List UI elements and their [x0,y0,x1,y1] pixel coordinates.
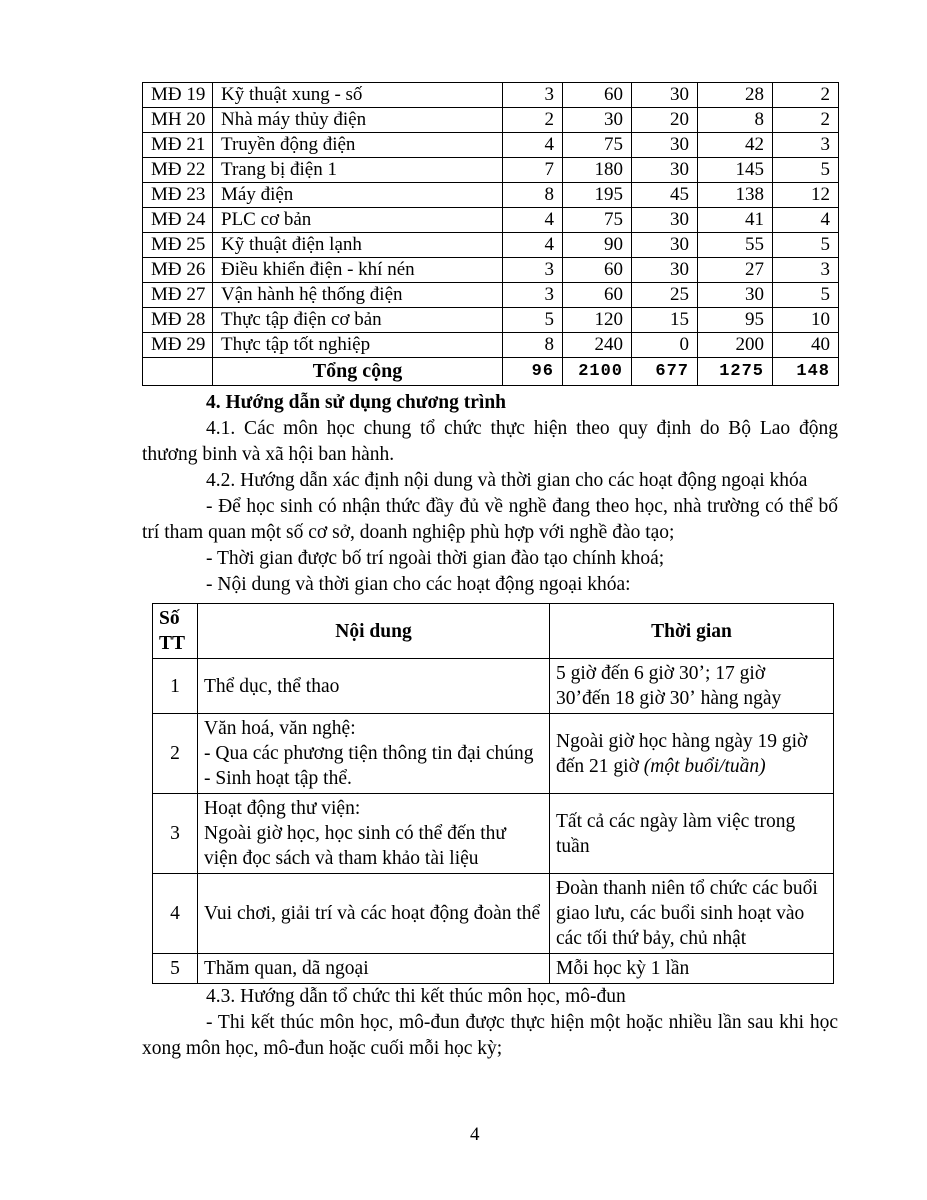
total-test: 148 [773,358,839,386]
course-theory-hours: 30 [632,258,698,283]
course-credits: 5 [503,308,563,333]
course-practice-hours: 41 [698,208,773,233]
header-stt [153,604,198,659]
activity-time [550,659,834,714]
course-code: MĐ 19 [143,83,213,108]
course-row [143,158,839,183]
course-test-hours: 5 [773,158,839,183]
activity-time [550,714,834,794]
course-name: Trang bị điện 1 [213,158,503,183]
course-row [143,258,839,283]
course-name: PLC cơ bản [213,208,503,233]
course-total-hours: 60 [563,83,632,108]
total-theory: 677 [632,358,698,386]
course-code: MĐ 22 [143,158,213,183]
activity-row [153,874,834,954]
course-test-hours: 5 [773,233,839,258]
course-code: MĐ 27 [143,283,213,308]
course-row [143,283,839,308]
course-row [143,208,839,233]
bullet-activities-intro: - Nội dung và thời gian cho các hoạt động ngoại khóa: [206,574,631,595]
activity-number: 1 [153,659,198,714]
course-credits: 3 [503,83,563,108]
activity-row [153,714,834,794]
activity-time: Tất cả các ngày làm việc trong tuần [550,794,834,874]
paragraph-4-3: 4.3. Hướng dẫn tổ chức thi kết thúc môn học, mô-đun [206,986,626,1007]
activity-row [153,659,834,714]
activity-content-line: - Sinh hoạt tập thể. [204,768,352,789]
course-practice-hours: 42 [698,133,773,158]
header-stt-line1: Số [159,608,180,629]
course-theory-hours: 30 [632,158,698,183]
course-row [143,233,839,258]
course-total-hours: 240 [563,333,632,358]
course-test-hours: 2 [773,108,839,133]
course-name: Truyền động điện [213,133,503,158]
bullet-visit-facilities: - Để học sinh có nhận thức đầy đủ về nghề đang theo học, nhà trường có thể bố trí tham quan một số cơ sở, doanh nghiệp phù hợp với nghề đào tạo; [142,496,838,543]
course-theory-hours: 15 [632,308,698,333]
activity-number: 4 [153,874,198,954]
total-label: Tổng cộng [213,358,503,386]
activity-time-text: Ngoài giờ học hàng ngày 19 giờ đến 21 giờ [556,730,808,777]
total-hours: 2100 [563,358,632,386]
course-code: MĐ 23 [143,183,213,208]
course-theory-hours: 45 [632,183,698,208]
course-credits: 7 [503,158,563,183]
course-row [143,333,839,358]
page-content [142,82,838,1062]
course-practice-hours: 138 [698,183,773,208]
course-total-hours: 60 [563,283,632,308]
course-rows [143,83,839,358]
activity-content-line: - Qua các phương tiện thông tin đại chúng [204,743,534,764]
course-code: MĐ 26 [143,258,213,283]
course-test-hours: 10 [773,308,839,333]
course-name: Nhà máy thủy điện [213,108,503,133]
course-total-hours: 30 [563,108,632,133]
course-name: Thực tập tốt nghiệp [213,333,503,358]
course-test-hours: 40 [773,333,839,358]
course-practice-hours: 200 [698,333,773,358]
course-credits: 8 [503,183,563,208]
activity-content-line: Hoạt động thư viện: [204,798,361,819]
course-theory-hours: 30 [632,233,698,258]
course-credits: 3 [503,258,563,283]
course-theory-hours: 30 [632,133,698,158]
course-credits: 8 [503,333,563,358]
total-practice: 1275 [698,358,773,386]
activity-time: Mỗi học kỳ 1 lần [550,954,834,984]
header-content: Nội dung [198,604,550,659]
course-code: MĐ 29 [143,333,213,358]
total-credits: 96 [503,358,563,386]
activity-row [153,954,834,984]
bullet-exam: - Thi kết thúc môn học, mô-đun được thực hiện một hoặc nhiều lần sau khi học xong môn học, mô-đun hoặc cuối mỗi học kỳ; [142,1012,838,1059]
activity-time-line: 5 giờ đến 6 giờ 30ʼ; 17 giờ [556,663,766,684]
course-name: Máy điện [213,183,503,208]
course-total-hours: 75 [563,133,632,158]
course-code: MĐ 24 [143,208,213,233]
course-credits: 4 [503,233,563,258]
course-practice-hours: 8 [698,108,773,133]
course-credits: 4 [503,133,563,158]
course-row [143,308,839,333]
total-row [143,358,839,386]
course-name: Kỹ thuật điện lạnh [213,233,503,258]
activity-content: Thể dục, thể thao [198,659,550,714]
course-row [143,108,839,133]
course-total-hours: 195 [563,183,632,208]
course-hours-table [142,82,839,386]
activities-header-row [153,604,834,659]
activity-row [153,794,834,874]
course-row [143,133,839,158]
total-empty-cell [143,358,213,386]
course-code: MH 20 [143,108,213,133]
course-test-hours: 5 [773,283,839,308]
bullet-time-arrangement: - Thời gian được bố trí ngoài thời gian đào tạo chính khoá; [206,548,665,569]
course-row [143,83,839,108]
activity-number: 2 [153,714,198,794]
activity-content: Vui chơi, giải trí và các hoạt động đoàn thể [198,874,550,954]
course-test-hours: 2 [773,83,839,108]
activity-content-line: Văn hoá, văn nghệ: [204,718,356,739]
course-row [143,183,839,208]
header-stt-line2: TT [159,633,186,654]
course-credits: 4 [503,208,563,233]
course-name: Vận hành hệ thống điện [213,283,503,308]
course-practice-hours: 145 [698,158,773,183]
activity-number: 3 [153,794,198,874]
course-practice-hours: 55 [698,233,773,258]
course-test-hours: 3 [773,258,839,283]
course-name: Kỹ thuật xung - số [213,83,503,108]
activity-content: Thăm quan, dã ngoại [198,954,550,984]
activity-time: Đoàn thanh niên tổ chức các buổi giao lưu, các buổi sinh hoạt vào các tối thứ bảy, chủ nhật [550,874,834,954]
course-theory-hours: 30 [632,208,698,233]
course-total-hours: 75 [563,208,632,233]
course-code: MĐ 25 [143,233,213,258]
course-name: Điều khiển điện - khí nén [213,258,503,283]
course-credits: 2 [503,108,563,133]
course-practice-hours: 30 [698,283,773,308]
activity-time-italic: (một buổi/tuần) [643,755,766,777]
activities-table [152,603,834,984]
course-total-hours: 90 [563,233,632,258]
course-code: MĐ 28 [143,308,213,333]
header-time: Thời gian [550,604,834,659]
course-theory-hours: 20 [632,108,698,133]
activity-content [198,714,550,794]
course-code: MĐ 21 [143,133,213,158]
course-theory-hours: 0 [632,333,698,358]
activity-content [198,794,550,874]
paragraph-4-1: 4.1. Các môn học chung tổ chức thực hiện theo quy định do Bộ Lao động thương binh và xã hội ban hành. [142,418,838,465]
section-4-heading: 4. Hướng dẫn sử dụng chương trình [206,392,507,413]
activity-time-line: 30ʼđến 18 giờ 30ʼ hàng ngày [556,688,782,709]
course-name: Thực tập điện cơ bản [213,308,503,333]
course-theory-hours: 25 [632,283,698,308]
course-practice-hours: 28 [698,83,773,108]
course-total-hours: 180 [563,158,632,183]
course-test-hours: 12 [773,183,839,208]
course-test-hours: 4 [773,208,839,233]
activity-content-line: Ngoài giờ học, học sinh có thể đến thư viện đọc sách và tham khảo tài liệu [204,823,506,869]
course-credits: 3 [503,283,563,308]
course-theory-hours: 30 [632,83,698,108]
course-practice-hours: 95 [698,308,773,333]
page-number: 4 [470,1124,480,1145]
course-test-hours: 3 [773,133,839,158]
activity-number: 5 [153,954,198,984]
course-practice-hours: 27 [698,258,773,283]
paragraph-4-2: 4.2. Hướng dẫn xác định nội dung và thời gian cho các hoạt động ngoại khóa [206,470,808,491]
course-total-hours: 120 [563,308,632,333]
course-total-hours: 60 [563,258,632,283]
